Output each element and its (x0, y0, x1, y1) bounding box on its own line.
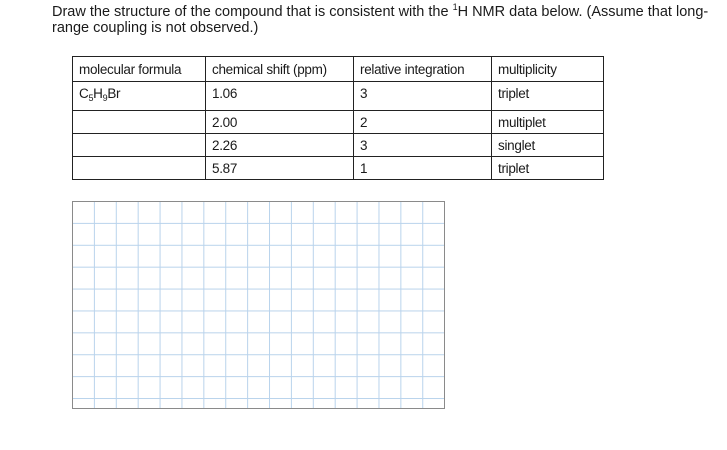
integration-cell: 2 (354, 111, 492, 134)
chemical-shift-cell: 2.26 (206, 134, 354, 157)
table-row (73, 111, 604, 134)
formula-hydrogen: H (93, 85, 103, 101)
integration-cell: 3 (354, 82, 492, 105)
chemical-shift-cell: 2.00 (206, 111, 354, 134)
drawing-canvas-grid[interactable] (72, 201, 445, 409)
chemical-shift-cell: 5.87 (206, 157, 354, 180)
table-header-row (73, 57, 604, 82)
empty-formula-cell (73, 111, 206, 134)
molecular-formula-cell (73, 82, 206, 105)
empty-formula-cell (73, 134, 206, 157)
header-relative-integration: relative integration (354, 57, 492, 82)
table-row (73, 134, 604, 157)
formula-hydrogen-count: 9 (102, 92, 108, 103)
chemical-shift-cell: 1.06 (206, 82, 354, 105)
multiplicity-cell: triplet (492, 157, 604, 180)
header-molecular-formula: molecular formula (73, 57, 206, 82)
formula-carbon: C (79, 85, 89, 101)
integration-cell: 1 (354, 157, 492, 180)
formula-bromine: Br (107, 85, 121, 101)
multiplicity-cell: multiplet (492, 111, 604, 134)
formula-carbon-count: 5 (88, 92, 94, 103)
question-text-part1: Draw the structure of the compound that is consistent with the (52, 4, 453, 20)
nmr-data-table (72, 56, 604, 180)
multiplicity-cell: singlet (492, 134, 604, 157)
header-chemical-shift: chemical shift (ppm) (206, 57, 354, 82)
question-text (52, 4, 722, 36)
empty-formula-cell (73, 157, 206, 180)
question-text-part2: H NMR data below. (Assume that long-range coupling is not observed.) (52, 4, 709, 36)
question-superscript: 1 (452, 2, 458, 12)
integration-cell: 3 (354, 134, 492, 157)
table-row (73, 157, 604, 180)
table-row (73, 82, 604, 105)
header-multiplicity: multiplicity (492, 57, 604, 82)
multiplicity-cell: triplet (492, 82, 604, 105)
